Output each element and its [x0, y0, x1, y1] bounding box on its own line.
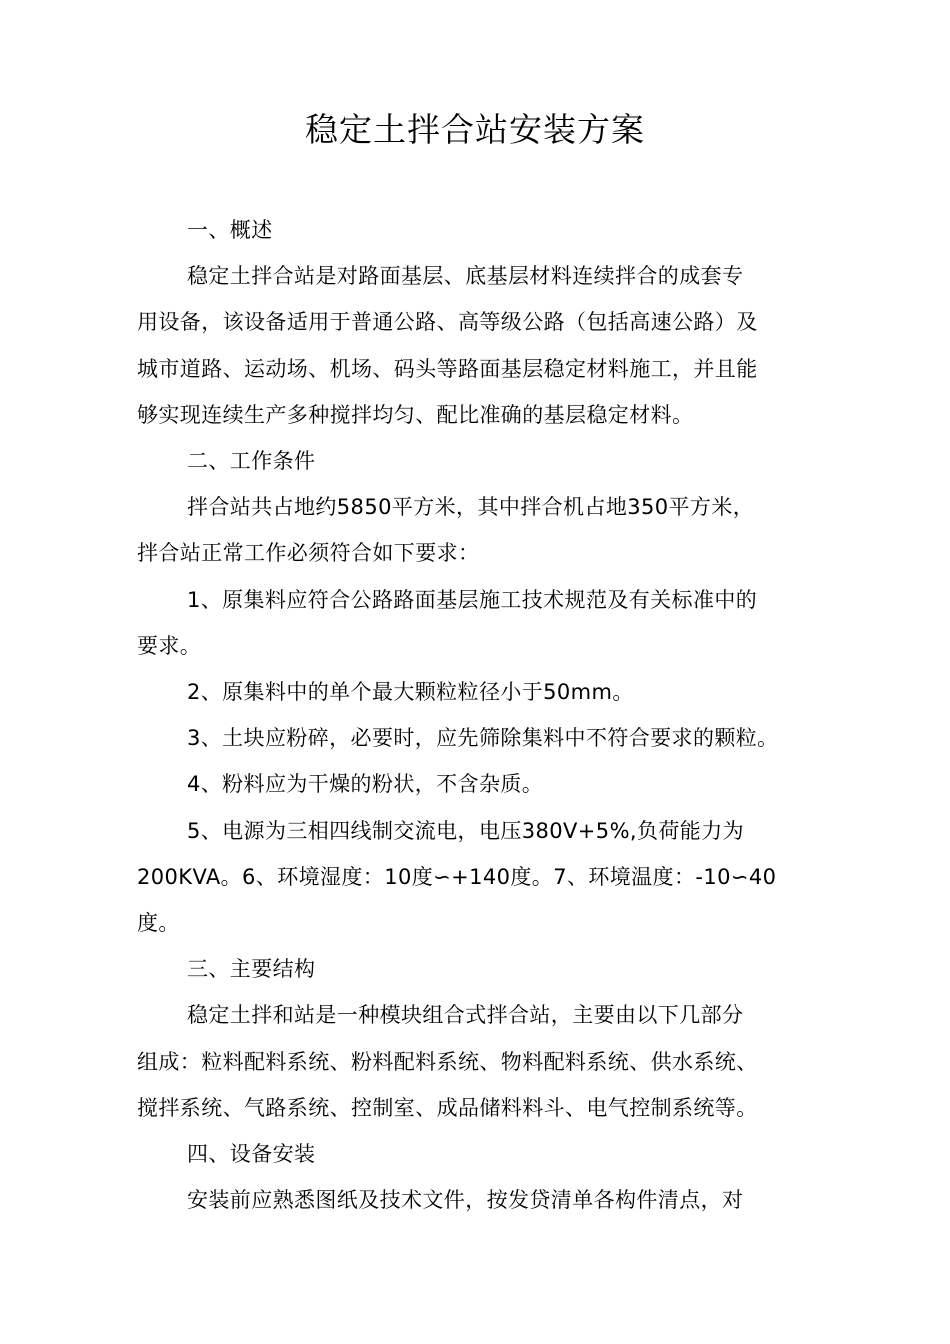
paragraph-line: 拌合站正常工作必须符合如下要求：: [137, 541, 480, 566]
paragraph-line: 稳定土拌和站是一种模块组合式拌合站，主要由以下几部分: [187, 1003, 744, 1028]
paragraph-line: 城市道路、运动场、机场、码头等路面基层稳定材料施工，并且能: [137, 356, 758, 381]
paragraph-line: 稳定土拌合站是对路面基层、底基层材料连续拌合的成套专: [187, 264, 744, 289]
document-body: [137, 207, 817, 1223]
section-heading-overview: 一、概述: [187, 218, 273, 242]
paragraph-line: 组成：粒料配料系统、粉料配料系统、物料配料系统、供水系统、: [137, 1049, 758, 1074]
list-item-line: 4、粉料应为干燥的粉状，不含杂质。: [187, 772, 544, 797]
paragraph-line: 够实现连续生产多种搅拌均匀、配比准确的基层稳定材料。: [137, 402, 694, 427]
list-item-line: 2、原集料中的单个最大颗粒粒径小于50mm。: [187, 680, 634, 705]
section-heading-equipment-installation: 四、设备安装: [187, 1142, 316, 1167]
list-item-line: 5、电源为三相四线制交流电，电压380V+5%,负荷能力为: [187, 818, 744, 843]
paragraph-line: 拌合站共占地约5850平方米，其中拌合机占地350平方米，: [187, 495, 755, 520]
list-item-line: 度。: [137, 911, 180, 936]
paragraph-line: 安装前应熟悉图纸及技术文件，按发贷清单各构件清点，对: [187, 1188, 744, 1213]
paragraph-line: 用设备，该设备适用于普通公路、高等级公路（包括高速公路）及: [137, 310, 758, 335]
list-item-line: 1、原集料应符合公路路面基层施工技术规范及有关标准中的: [187, 587, 758, 612]
section-heading-working-conditions: 二、工作条件: [187, 449, 316, 474]
paragraph-line: 搅拌系统、气路系统、控制室、成品储料料斗、电气控制系统等。: [137, 1095, 758, 1120]
document-title: 稳定土拌合站安装方案: [305, 110, 645, 149]
section-heading-main-structure: 三、主要结构: [187, 957, 316, 982]
list-item-line: 要求。: [137, 633, 202, 658]
list-item-line: 3、土块应粉碎，必要时，应先筛除集料中不符合要求的颗粒。: [187, 726, 779, 751]
list-item-line: 200KVA。6、环境湿度：10度∽+140度。7、环境温度：-10∽40: [137, 864, 777, 889]
